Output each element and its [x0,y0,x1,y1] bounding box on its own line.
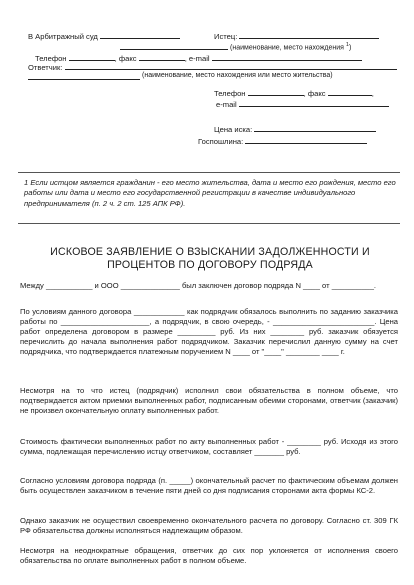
paragraph-1: Между ___________ и ООО ______________ был заключен договор подряда N ____ от __________. [20,281,377,290]
paragraph-5: Согласно условиям договора подряда (п. _____) окончательный расчет по фактическим объемам должен быть осуществлен заказчиком в течение пяти дней со дня подписания сторонами акта формы КС-2. [20,476,398,496]
footnote-mark: 1 [24,178,29,187]
fax-blank[interactable] [139,53,185,61]
court-label: В Арбитражный суд [28,32,98,41]
plaintiff-caption-text: (наименование, место нахождения [230,44,344,52]
plaintiff-contacts: Телефон , факс , e-mail [35,53,362,63]
defendant-label: Ответчик: [28,63,63,72]
duty-label: Госпошлина: [198,137,244,146]
claim-price-blank[interactable] [254,124,376,132]
footnote-text [24,178,396,209]
claim-price-label: Цена иска: [214,125,253,134]
plaintiff-caption-end: ) [348,44,352,52]
duty-line [198,136,367,146]
phone2-label: Телефон [214,89,246,98]
paragraph-6: Однако заказчик не осуществил своевременно окончательного расчета по договору. Согласно ст. 309 ГК РФ обязательства должны исполняться надлежащим образом. [20,516,398,536]
paragraph-4: Стоимость фактически выполненных работ по акту выполненных работ - ________ руб. Исходя из этого сумма, подлежащая перечислению истцу ответчиком, составляет _______ руб. [20,437,398,457]
fax2-blank[interactable] [328,88,372,96]
defendant-phone-line: Телефон , факс , [214,89,374,98]
defendant-email-line [216,99,389,109]
footnote-ref-mark: 1 [345,42,349,48]
paragraph-2: По условиям данного договора ____________ как подрядчик обязалось выполнить по заданию заказчика работы по _____________________, а подрядчик, в свою очередь, - ________________________. Цена работ определена договором в размере _________ руб. Из них ________ руб. заказчик обязуется перечислить до начала выполнения работ подрядчиком. Заказчик перечислил данную сумму на счет подрядчика, что подтверждается платежным поручением N ____ от "____" ________ ____ г. [20,307,398,357]
phone-label: Телефон [35,54,67,63]
plaintiff-address-blank[interactable] [120,49,228,50]
paragraph-3: Несмотря на то что истец (подрядчик) исполнил свои обязательства в полном объеме, что подтверждается актом приемки выполненных работ, подписанным обеими сторонами, ответчик (заказчик) не произвел окончательную оплату выполненных работ. [20,386,398,416]
phone-blank[interactable] [69,53,115,61]
plaintiff-name-blank[interactable] [239,31,379,39]
court-name-blank[interactable] [100,31,180,39]
email-label: e-mail [188,54,210,63]
plaintiff-line [214,31,379,41]
footnote-body: Если истцом является гражданин - его место жительства, дата и место его рождения, место его работы или дата и место его государственной регистрации в качестве индивидуального предпринимателя (п. 2 ч. 2 ст. 125 АПК РФ). [24,178,396,208]
plaintiff-caption [230,42,351,53]
fax2-label: факс [307,89,326,98]
fax-label: факс [118,54,137,63]
defendant-caption: (наименование, место нахождения или место жительства) [142,72,333,79]
court-line [28,31,180,41]
document-title [20,246,400,272]
duty-blank[interactable] [245,136,367,144]
email-blank[interactable] [212,53,362,61]
title-line-1: ИСКОВОЕ ЗАЯВЛЕНИЕ О ВЗЫСКАНИИ ЗАДОЛЖЕННОСТИ И [50,246,370,258]
email2-blank[interactable] [239,99,389,107]
defendant-name-blank[interactable] [65,62,397,70]
paragraph-7: Несмотря на неоднократные обращения, ответчик до сих пор уклоняется от исполнения своего обязательства по оплате выполненных работ в полном объеме. [20,546,398,566]
defendant-line [28,62,397,72]
phone2-blank[interactable] [248,88,304,96]
footnote-box [18,172,400,224]
email2-label: e-mail [216,100,237,109]
title-line-2: ПРОЦЕНТОВ ПО ДОГОВОРУ ПОДРЯДА [107,259,313,272]
defendant-address-blank[interactable] [28,79,140,80]
claim-price-line [214,124,376,134]
plaintiff-label: Истец: [214,32,238,41]
